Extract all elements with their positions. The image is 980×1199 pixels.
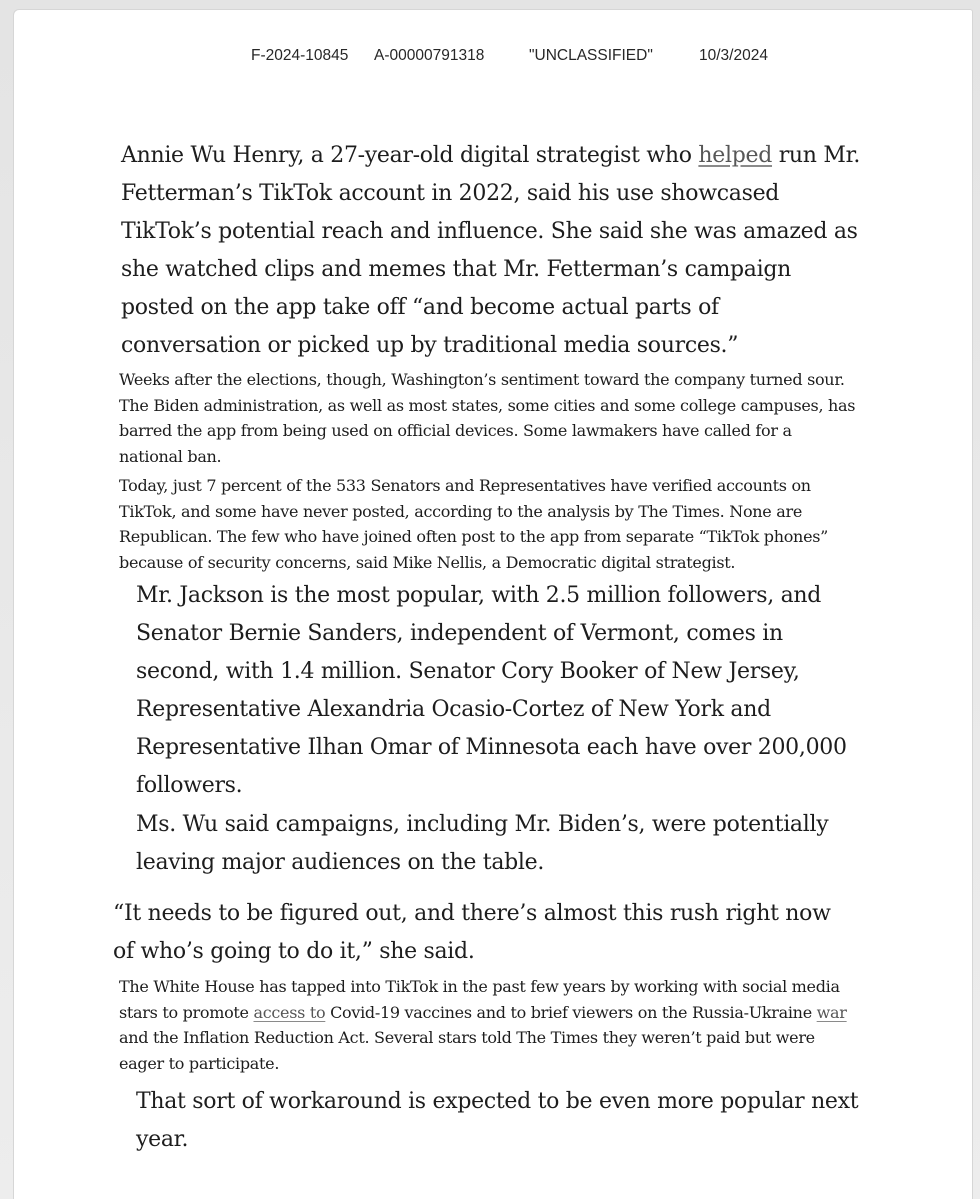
- para-quote-rush: [113, 895, 857, 971]
- text-segment: Annie Wu Henry, a 27-year-old digital strategist who: [121, 143, 699, 168]
- para-seven-percent: [119, 473, 859, 575]
- document-page: [13, 9, 973, 1199]
- para-washington-sour: [119, 367, 859, 469]
- para-workaround: [136, 1083, 863, 1159]
- text-segment: “It needs to be figured out, and there’s almost this rush right now of who’s going to do it,” she said.: [113, 901, 831, 964]
- text-segment: Today, just 7 percent of the 533 Senators and Representatives have verified accounts on TikTok, and some have never posted, according to the analysis by The Times. None are Republican. The few who have joined often post to the app from separate “TikTok phones” because of security concerns, said Mike Nellis, a Democratic digital strategist.: [119, 476, 829, 572]
- article-body: [113, 10, 879, 1159]
- text-segment: run Mr. Fetterman’s TikTok account in 2022, said his use showcased TikTok’s potential reach and influence. She said she was amazed as she watched clips and memes that Mr. Fetterman’s campaign posted on the app take off “and become actual parts of conversation or picked up by traditional media sources.”: [121, 143, 861, 358]
- text-segment: and the Inflation Reduction Act. Several stars told The Times they weren’t paid but were eager to participate.: [119, 1028, 815, 1073]
- inline-link[interactable]: war: [816, 1002, 847, 1022]
- classification-marking: "UNCLASSIFIED": [529, 47, 653, 64]
- foia-case-number: F-2024-10845: [251, 47, 349, 64]
- para-white-house: [119, 974, 859, 1076]
- text-segment: That sort of workaround is expected to be even more popular next year.: [136, 1089, 859, 1152]
- document-id: A-00000791318: [374, 47, 485, 64]
- para-wu-campaigns: [136, 806, 863, 882]
- text-segment: Ms. Wu said campaigns, including Mr. Biden’s, were potentially leaving major audiences on the table.: [136, 812, 829, 875]
- text-segment: Covid-19 vaccines and to brief viewers on the Russia-Ukraine: [325, 1002, 817, 1022]
- inline-link[interactable]: helped: [698, 143, 773, 168]
- text-segment: The White House has tapped into TikTok in the past few years by working with social media stars to promote: [119, 977, 840, 1022]
- para-annie-intro: [121, 137, 865, 365]
- inline-link[interactable]: access to: [253, 1002, 326, 1022]
- release-date: 10/3/2024: [699, 47, 768, 64]
- text-segment: Weeks after the elections, though, Washington’s sentiment toward the company turned sour. The Biden administration, as well as most states, some cities and some college campuses, has barred the app from being used on official devices. Some lawmakers have called for a national ban.: [119, 370, 856, 466]
- para-jackson-popular: [136, 577, 863, 805]
- text-segment: Mr. Jackson is the most popular, with 2.5 million followers, and Senator Bernie Sanders, independent of Vermont, comes in second, with 1.4 million. Senator Cory Booker of New Jersey, Representative Alexandria Ocasio-Cortez of New York and Representative Ilhan Omar of Minnesota each have over 200,000 followers.: [136, 583, 847, 798]
